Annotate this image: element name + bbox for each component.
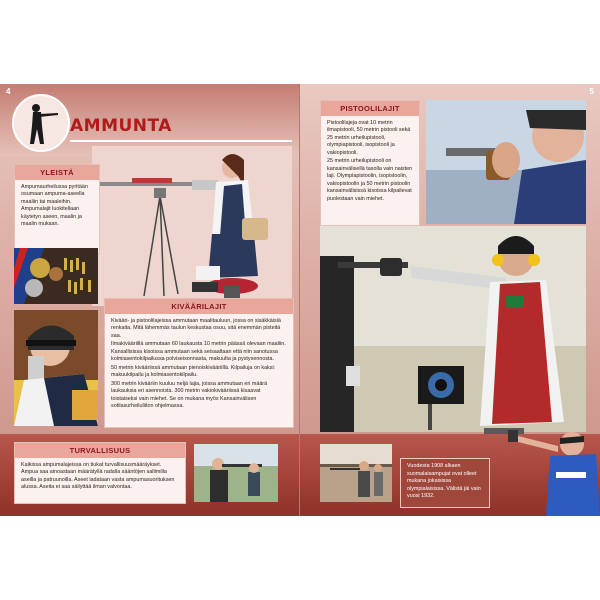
pistoolilajit-text (321, 116, 419, 208)
pistoolilajit-paragraph: Pistoolilajeja ovat 10 metrin ilmapistooli, 50 metrin pistooli sekä 25 metrin urheilupistooli, olympiapistooli, isopistooli ja vakiopistooli. (327, 120, 411, 156)
woman-rifle-photo (14, 310, 98, 426)
pistol-shooter-blue-shirt-photo (484, 424, 600, 516)
page-number-right: 5 (589, 87, 594, 96)
indoor-range-photo (320, 444, 392, 502)
shooter-silhouette-icon (12, 94, 70, 152)
page-title: AMMUNTA (70, 116, 172, 136)
right-page (300, 84, 600, 516)
range-shooters-photo (194, 444, 278, 502)
turvallisuus-text: Kaikissa ampumalajeissa on tiukat turvallisuusmääräykset. Ampua saa ainoastaan määrätyllä radalla sääntöjen sallimilla aseilla ja patruunoilla. Aseet ladataan vasta ampumasuorituksen alussa. Aseita ei saa säilyttää ilman valvontaa. (21, 462, 175, 491)
kivaarilajit-paragraph: 300 metrin kivääriin kuuluu neljä lajia, joissa ammutaan eri määrä laukauksia eri asennoista. 300 metrin vakiokivääriissä kisaavat toistaiseksi vain miehet. Se on mukana myös Kansainvälisen sotilasurheiluliiton ohjelmassa. (111, 380, 268, 409)
bottom-strip-right (300, 434, 600, 516)
pistoolilajit-heading: PISTOOLILAJIT (321, 101, 419, 116)
section-kivaarilajit (104, 298, 294, 428)
kivaarilajit-heading: KIVÄÄRILAJIT (105, 299, 293, 314)
pistol-shooter-photo (320, 226, 586, 432)
left-page (0, 84, 300, 516)
pistol-closeup-photo (426, 100, 586, 224)
history-caption: Vuodesta 1908 alkaen suomalaisampujat ovat olleet mukana jokaisissa olympialaisissa. Välistä jäi vain vuosi 1932. (400, 458, 490, 508)
page-number-left: 4 (6, 87, 11, 96)
pistoolilajit-paragraph: 25 metrin urheilupistooli on kansainvälisellä tasolla vain naisten laji. Olympiapistoolin, isopistoolin, vakiopistoolin ja 50 metrin pistoolin kansainvälisissä kisoissa kilpailevat puolestaan vain miehet. (327, 158, 413, 202)
magazine-spread (0, 84, 600, 516)
section-yleista (14, 164, 100, 254)
kivaarilajit-paragraph: 50 metrin kivääriissä ammutaan pienoiskivääriillä. Kilpailuja on kaksi: makuukilpailu ja kolmiasentokilpailu. (111, 364, 276, 379)
yleista-text: Ampumaurheilussa pyritään osumaan ampuma-aseella maaliin tai maaleihin. Ampumalajit luokitellaan käytetyn aseen, maalin ja maalin mukaan. (21, 184, 88, 228)
bottom-strip-left (0, 434, 299, 516)
kivaarilajit-paragraph: Ilmakivääriillä ammutaan 60 laukausta 10 metrin päässä olevaan maaliin. Kansallisissa kisoissa ammutaan sekä seisaaltaan että niin sanotussa kolmiasentokilpailussa polviseisonnasta, makuulta ja pystysennosta. (111, 341, 286, 363)
yleista-heading: YLEISTÄ (15, 165, 99, 180)
kivaarilajit-text (105, 314, 293, 415)
title-divider (70, 140, 292, 142)
rifle-shooter-photo (92, 146, 292, 306)
kivaarilajit-paragraph: Kivääri- ja pistoolilajeissa ammutaan maalitauluun, jossa on sisäkkäisiä renkaita. Mitä lähemmäs taulun keskustaa osuu, sitä enemmän pisteitä saa. (111, 318, 281, 339)
medals-photo (14, 248, 98, 304)
section-pistoolilajit (320, 100, 420, 226)
turvallisuus-heading: TURVALLISUUS (15, 443, 185, 458)
section-turvallisuus (14, 442, 186, 504)
